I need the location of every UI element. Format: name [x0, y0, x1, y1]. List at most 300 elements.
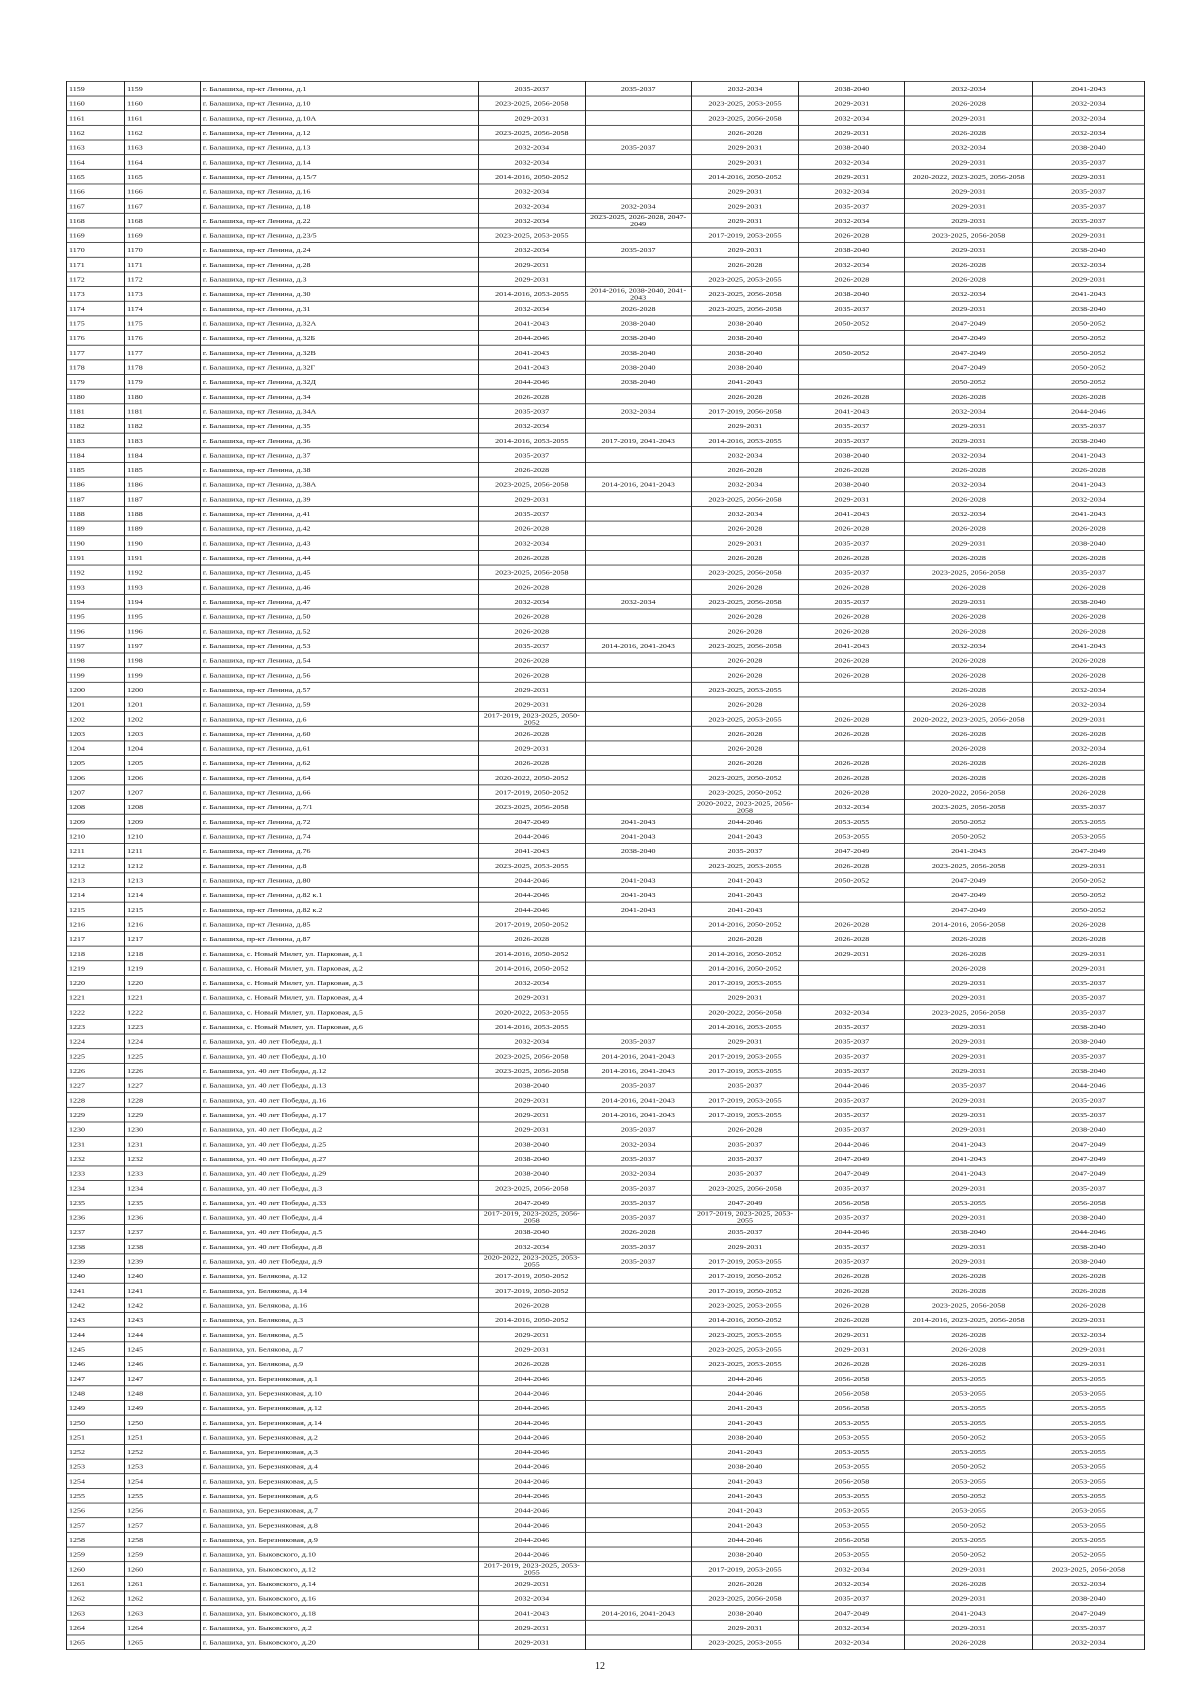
period-col-2-cell: [585, 96, 691, 111]
period-col-6-cell: 2026-2028: [1032, 580, 1144, 595]
period-col-4-cell: [799, 360, 905, 375]
period-col-1-cell: 2026-2028: [478, 462, 585, 477]
period-col-3-cell: 2017-2019, 2050-2052: [691, 1269, 799, 1284]
period-col-5-cell: 2032-2034: [905, 404, 1033, 419]
table-row: [67, 712, 1145, 727]
table-row: [67, 228, 1145, 243]
schedule-table: [66, 81, 1145, 1650]
period-col-6-cell: 2029-2031: [1032, 1356, 1144, 1371]
period-col-6-cell: 2035-2037: [1032, 418, 1144, 433]
period-col-3-cell: 2035-2037: [691, 1137, 799, 1152]
table-row: [67, 1107, 1145, 1122]
record-id-cell: 1168: [125, 213, 201, 228]
record-id-cell: 1253: [125, 1459, 201, 1474]
period-col-4-cell: 2035-2037: [799, 1093, 905, 1108]
period-col-3-cell: 2035-2037: [691, 1225, 799, 1240]
record-id-cell: 1229: [125, 1107, 201, 1122]
period-col-5-cell: 2026-2028: [905, 257, 1033, 272]
period-col-5-cell: 2053-2055: [905, 1503, 1033, 1518]
table-row: [67, 1239, 1145, 1254]
address-cell: г. Балашиха, с. Новый Милет, ул. Парковая, д.6: [200, 1019, 478, 1034]
record-id-cell: 1207: [125, 785, 201, 800]
period-col-5-cell: 2029-2031: [905, 199, 1033, 214]
period-col-2-cell: [585, 712, 691, 727]
period-col-4-cell: 2041-2043: [799, 404, 905, 419]
row-number-cell: 1166: [67, 184, 125, 199]
period-col-2-cell: 2032-2034: [585, 199, 691, 214]
record-id-cell: 1261: [125, 1576, 201, 1591]
table-row: [67, 301, 1145, 316]
table-row: [67, 887, 1145, 902]
record-id-cell: 1183: [125, 433, 201, 448]
period-col-2-cell: 2041-2043: [585, 902, 691, 917]
record-id-cell: 1237: [125, 1225, 201, 1240]
period-col-4-cell: 2035-2037: [799, 301, 905, 316]
period-col-3-cell: 2026-2028: [691, 609, 799, 624]
period-col-5-cell: 2050-2052: [905, 829, 1033, 844]
period-col-2-cell: [585, 1635, 691, 1650]
period-col-2-cell: 2014-2016, 2041-2043: [585, 1049, 691, 1064]
row-number-cell: 1231: [67, 1137, 125, 1152]
address-cell: г. Балашиха, ул. Быковского, д.2: [200, 1620, 478, 1635]
row-number-cell: 1186: [67, 477, 125, 492]
record-id-cell: 1189: [125, 521, 201, 536]
period-col-5-cell: 2026-2028: [905, 931, 1033, 946]
table-row: [67, 1195, 1145, 1210]
period-col-2-cell: [585, 1313, 691, 1328]
period-col-2-cell: [585, 800, 691, 815]
table-row: [67, 580, 1145, 595]
period-col-1-cell: 2038-2040: [478, 1137, 585, 1152]
record-id-cell: 1254: [125, 1474, 201, 1489]
row-number-cell: 1254: [67, 1474, 125, 1489]
period-col-4-cell: 2047-2049: [799, 1606, 905, 1621]
address-cell: г. Балашиха, пр-кт Ленина, д.82 к.2: [200, 902, 478, 917]
period-col-3-cell: 2023-2025, 2053-2055: [691, 1327, 799, 1342]
period-col-4-cell: 2026-2028: [799, 668, 905, 683]
table-row: [67, 140, 1145, 155]
period-col-3-cell: 2017-2019, 2053-2055: [691, 228, 799, 243]
address-cell: г. Балашиха, пр-кт Ленина, д.34: [200, 389, 478, 404]
period-col-4-cell: 2038-2040: [799, 477, 905, 492]
address-cell: г. Балашиха, пр-кт Ленина, д.43: [200, 536, 478, 551]
row-number-cell: 1246: [67, 1356, 125, 1371]
period-col-2-cell: [585, 1547, 691, 1562]
period-col-3-cell: 2023-2025, 2053-2055: [691, 96, 799, 111]
period-col-2-cell: 2038-2040: [585, 360, 691, 375]
period-col-3-cell: 2038-2040: [691, 1430, 799, 1445]
record-id-cell: 1171: [125, 257, 201, 272]
period-col-2-cell: [585, 1591, 691, 1606]
period-col-4-cell: 2044-2046: [799, 1225, 905, 1240]
period-col-1-cell: 2014-2016, 2050-2052: [478, 946, 585, 961]
period-col-4-cell: 2026-2028: [799, 756, 905, 771]
period-col-1-cell: 2035-2037: [478, 404, 585, 419]
row-number-cell: 1196: [67, 624, 125, 639]
address-cell: г. Балашиха, пр-кт Ленина, д.74: [200, 829, 478, 844]
period-col-1-cell: 2029-2031: [478, 1576, 585, 1591]
period-col-6-cell: 2053-2055: [1032, 1371, 1144, 1386]
period-col-5-cell: 2014-2016, 2023-2025, 2056-2058: [905, 1313, 1033, 1328]
record-id-cell: 1203: [125, 726, 201, 741]
period-col-2-cell: 2038-2040: [585, 316, 691, 331]
row-number-cell: 1201: [67, 697, 125, 712]
period-col-2-cell: [585, 1562, 691, 1577]
record-id-cell: 1251: [125, 1430, 201, 1445]
table-row: [67, 1005, 1145, 1020]
period-col-6-cell: 2032-2034: [1032, 111, 1144, 126]
period-col-2-cell: [585, 184, 691, 199]
period-col-5-cell: 2029-2031: [905, 1254, 1033, 1269]
record-id-cell: 1195: [125, 609, 201, 624]
period-col-6-cell: 2032-2034: [1032, 492, 1144, 507]
period-col-1-cell: 2038-2040: [478, 1151, 585, 1166]
record-id-cell: 1250: [125, 1415, 201, 1430]
table-row: [67, 155, 1145, 170]
record-id-cell: 1212: [125, 858, 201, 873]
period-col-6-cell: 2053-2055: [1032, 1532, 1144, 1547]
period-col-6-cell: 2029-2031: [1032, 961, 1144, 976]
period-col-5-cell: 2029-2031: [905, 184, 1033, 199]
period-col-6-cell: 2026-2028: [1032, 521, 1144, 536]
period-col-1-cell: 2017-2019, 2050-2052: [478, 917, 585, 932]
period-col-6-cell: 2038-2040: [1032, 1210, 1144, 1225]
period-col-1-cell: 2014-2016, 2050-2052: [478, 961, 585, 976]
period-col-6-cell: 2026-2028: [1032, 1283, 1144, 1298]
period-col-1-cell: 2032-2034: [478, 155, 585, 170]
period-col-5-cell: 2050-2052: [905, 1547, 1033, 1562]
address-cell: г. Балашиха, ул. Белякова, д.3: [200, 1313, 478, 1328]
period-col-2-cell: 2014-2016, 2041-2043: [585, 1063, 691, 1078]
period-col-4-cell: 2035-2037: [799, 1181, 905, 1196]
table-row: [67, 1313, 1145, 1328]
period-col-1-cell: 2026-2028: [478, 756, 585, 771]
row-number-cell: 1260: [67, 1562, 125, 1577]
period-col-4-cell: 2026-2028: [799, 272, 905, 287]
period-col-3-cell: 2032-2034: [691, 81, 799, 96]
period-col-1-cell: 2044-2046: [478, 1503, 585, 1518]
table-row: [67, 682, 1145, 697]
table-row: [67, 1019, 1145, 1034]
row-number-cell: 1219: [67, 961, 125, 976]
table-row: [67, 770, 1145, 785]
period-col-1-cell: 2029-2031: [478, 257, 585, 272]
record-id-cell: 1178: [125, 360, 201, 375]
period-col-2-cell: [585, 756, 691, 771]
row-number-cell: 1188: [67, 506, 125, 521]
period-col-4-cell: [799, 902, 905, 917]
period-col-5-cell: 2026-2028: [905, 1342, 1033, 1357]
period-col-4-cell: 2026-2028: [799, 1356, 905, 1371]
period-col-4-cell: [799, 990, 905, 1005]
table-row: [67, 1034, 1145, 1049]
record-id-cell: 1161: [125, 111, 201, 126]
record-id-cell: 1238: [125, 1239, 201, 1254]
period-col-5-cell: 2026-2028: [905, 682, 1033, 697]
row-number-cell: 1169: [67, 228, 125, 243]
record-id-cell: 1200: [125, 682, 201, 697]
table-row: [67, 1547, 1145, 1562]
table-row: [67, 946, 1145, 961]
row-number-cell: 1234: [67, 1181, 125, 1196]
address-cell: г. Балашиха, ул. Белякова, д.12: [200, 1269, 478, 1284]
period-col-1-cell: 2029-2031: [478, 492, 585, 507]
row-number-cell: 1177: [67, 345, 125, 360]
record-id-cell: 1230: [125, 1122, 201, 1137]
period-col-2-cell: 2032-2034: [585, 594, 691, 609]
table-row: [67, 990, 1145, 1005]
period-col-6-cell: 2029-2031: [1032, 858, 1144, 873]
period-col-2-cell: [585, 448, 691, 463]
period-col-2-cell: 2026-2028: [585, 301, 691, 316]
address-cell: г. Балашиха, ул. Березняковая, д.14: [200, 1415, 478, 1430]
period-col-2-cell: [585, 389, 691, 404]
period-col-2-cell: [585, 1371, 691, 1386]
period-col-2-cell: [585, 418, 691, 433]
period-col-5-cell: 2026-2028: [905, 697, 1033, 712]
period-col-1-cell: 2044-2046: [478, 1547, 585, 1562]
row-number-cell: 1215: [67, 902, 125, 917]
period-col-4-cell: 2053-2055: [799, 1459, 905, 1474]
period-col-3-cell: 2026-2028: [691, 931, 799, 946]
period-col-6-cell: 2026-2028: [1032, 462, 1144, 477]
period-col-3-cell: 2014-2016, 2050-2052: [691, 1313, 799, 1328]
period-col-1-cell: 2029-2031: [478, 111, 585, 126]
period-col-1-cell: 2026-2028: [478, 521, 585, 536]
row-number-cell: 1232: [67, 1151, 125, 1166]
table-row: [67, 653, 1145, 668]
period-col-3-cell: 2041-2043: [691, 902, 799, 917]
period-col-1-cell: 2026-2028: [478, 609, 585, 624]
period-col-5-cell: 2029-2031: [905, 111, 1033, 126]
period-col-4-cell: 2026-2028: [799, 726, 905, 741]
address-cell: г. Балашиха, ул. Белякова, д.5: [200, 1327, 478, 1342]
period-col-3-cell: 2041-2043: [691, 829, 799, 844]
record-id-cell: 1181: [125, 404, 201, 419]
row-number-cell: 1160: [67, 96, 125, 111]
record-id-cell: 1194: [125, 594, 201, 609]
record-id-cell: 1209: [125, 814, 201, 829]
table-row: [67, 1386, 1145, 1401]
period-col-3-cell: 2026-2028: [691, 125, 799, 140]
address-cell: г. Балашиха, пр-кт Ленина, д.32А: [200, 316, 478, 331]
table-row: [67, 594, 1145, 609]
table-row: [67, 785, 1145, 800]
table-row: [67, 814, 1145, 829]
record-id-cell: 1222: [125, 1005, 201, 1020]
period-col-5-cell: 2026-2028: [905, 550, 1033, 565]
period-col-2-cell: 2041-2043: [585, 829, 691, 844]
period-col-5-cell: 2020-2022, 2023-2025, 2056-2058: [905, 712, 1033, 727]
period-col-5-cell: 2023-2025, 2056-2058: [905, 1298, 1033, 1313]
period-col-6-cell: 2050-2052: [1032, 360, 1144, 375]
period-col-3-cell: 2029-2031: [691, 140, 799, 155]
period-col-5-cell: 2032-2034: [905, 638, 1033, 653]
period-col-1-cell: 2035-2037: [478, 638, 585, 653]
period-col-2-cell: [585, 1386, 691, 1401]
period-col-2-cell: 2038-2040: [585, 844, 691, 859]
record-id-cell: 1227: [125, 1078, 201, 1093]
period-col-2-cell: [585, 741, 691, 756]
address-cell: г. Балашиха, ул. 40 лет Победы, д.25: [200, 1137, 478, 1152]
record-id-cell: 1257: [125, 1518, 201, 1533]
record-id-cell: 1242: [125, 1298, 201, 1313]
row-number-cell: 1263: [67, 1606, 125, 1621]
period-col-6-cell: 2029-2031: [1032, 272, 1144, 287]
address-cell: г. Балашиха, ул. Березняковая, д.8: [200, 1518, 478, 1533]
record-id-cell: 1182: [125, 418, 201, 433]
address-cell: г. Балашиха, ул. Березняковая, д.12: [200, 1400, 478, 1415]
address-cell: г. Балашиха, пр-кт Ленина, д.30: [200, 287, 478, 302]
table-row: [67, 609, 1145, 624]
period-col-5-cell: 2029-2031: [905, 990, 1033, 1005]
record-id-cell: 1262: [125, 1591, 201, 1606]
period-col-3-cell: 2017-2019, 2053-2055: [691, 1063, 799, 1078]
period-col-3-cell: 2017-2019, 2053-2055: [691, 975, 799, 990]
period-col-3-cell: 2035-2037: [691, 844, 799, 859]
period-col-6-cell: 2050-2052: [1032, 375, 1144, 390]
period-col-2-cell: 2014-2016, 2041-2043: [585, 638, 691, 653]
table-row: [67, 477, 1145, 492]
period-col-1-cell: 2032-2034: [478, 199, 585, 214]
address-cell: г. Балашиха, ул. 40 лет Победы, д.29: [200, 1166, 478, 1181]
period-col-4-cell: 2053-2055: [799, 814, 905, 829]
row-number-cell: 1184: [67, 448, 125, 463]
period-col-6-cell: 2035-2037: [1032, 199, 1144, 214]
row-number-cell: 1206: [67, 770, 125, 785]
row-number-cell: 1174: [67, 301, 125, 316]
table-row: [67, 1078, 1145, 1093]
record-id-cell: 1188: [125, 506, 201, 521]
record-id-cell: 1214: [125, 887, 201, 902]
period-col-5-cell: 2050-2052: [905, 1459, 1033, 1474]
row-number-cell: 1250: [67, 1415, 125, 1430]
table-row: [67, 1181, 1145, 1196]
period-col-3-cell: 2014-2016, 2050-2052: [691, 946, 799, 961]
record-id-cell: 1247: [125, 1371, 201, 1386]
address-cell: г. Балашиха, пр-кт Ленина, д.8: [200, 858, 478, 873]
table-row: [67, 404, 1145, 419]
period-col-5-cell: 2053-2055: [905, 1195, 1033, 1210]
period-col-1-cell: 2047-2049: [478, 814, 585, 829]
schedule-table-container: [66, 81, 1145, 1650]
period-col-6-cell: 2035-2037: [1032, 155, 1144, 170]
period-col-6-cell: 2026-2028: [1032, 624, 1144, 639]
address-cell: г. Балашиха, ул. Быковского, д.20: [200, 1635, 478, 1650]
period-col-3-cell: 2026-2028: [691, 697, 799, 712]
address-cell: г. Балашиха, с. Новый Милет, ул. Парковая, д.3: [200, 975, 478, 990]
period-col-3-cell: 2026-2028: [691, 521, 799, 536]
period-col-6-cell: 2026-2028: [1032, 389, 1144, 404]
period-col-5-cell: 2023-2025, 2056-2058: [905, 1005, 1033, 1020]
table-row: [67, 1444, 1145, 1459]
period-col-2-cell: 2041-2043: [585, 873, 691, 888]
period-col-2-cell: 2035-2037: [585, 1210, 691, 1225]
period-col-5-cell: 2029-2031: [905, 1063, 1033, 1078]
period-col-3-cell: 2023-2025, 2056-2058: [691, 565, 799, 580]
period-col-5-cell: 2026-2028: [905, 961, 1033, 976]
period-col-3-cell: 2017-2019, 2056-2058: [691, 404, 799, 419]
period-col-4-cell: 2026-2028: [799, 609, 905, 624]
period-col-2-cell: [585, 169, 691, 184]
period-col-4-cell: 2056-2058: [799, 1532, 905, 1547]
period-col-5-cell: 2050-2052: [905, 1430, 1033, 1445]
record-id-cell: 1223: [125, 1019, 201, 1034]
table-row: [67, 638, 1145, 653]
period-col-6-cell: 2044-2046: [1032, 404, 1144, 419]
period-col-4-cell: 2044-2046: [799, 1078, 905, 1093]
address-cell: г. Балашиха, пр-кт Ленина, д.59: [200, 697, 478, 712]
table-row: [67, 1269, 1145, 1284]
record-id-cell: 1164: [125, 155, 201, 170]
period-col-3-cell: 2023-2025, 2053-2055: [691, 682, 799, 697]
address-cell: г. Балашиха, пр-кт Ленина, д.57: [200, 682, 478, 697]
period-col-1-cell: 2017-2019, 2050-2052: [478, 785, 585, 800]
period-col-2-cell: 2035-2037: [585, 1151, 691, 1166]
period-col-6-cell: 2053-2055: [1032, 1488, 1144, 1503]
period-col-3-cell: 2041-2043: [691, 1488, 799, 1503]
period-col-4-cell: 2032-2034: [799, 257, 905, 272]
table-row: [67, 96, 1145, 111]
address-cell: г. Балашиха, пр-кт Ленина, д.37: [200, 448, 478, 463]
period-col-5-cell: 2047-2049: [905, 331, 1033, 346]
period-col-4-cell: [799, 975, 905, 990]
period-col-4-cell: 2029-2031: [799, 169, 905, 184]
period-col-4-cell: 2032-2034: [799, 800, 905, 815]
period-col-1-cell: 2029-2031: [478, 1107, 585, 1122]
period-col-6-cell: 2050-2052: [1032, 331, 1144, 346]
address-cell: г. Балашиха, пр-кт Ленина, д.35: [200, 418, 478, 433]
record-id-cell: 1249: [125, 1400, 201, 1415]
period-col-3-cell: 2026-2028: [691, 756, 799, 771]
period-col-1-cell: 2026-2028: [478, 726, 585, 741]
period-col-6-cell: 2038-2040: [1032, 536, 1144, 551]
period-col-3-cell: 2041-2043: [691, 1518, 799, 1533]
period-col-3-cell: 2017-2019, 2053-2055: [691, 1107, 799, 1122]
period-col-5-cell: 2029-2031: [905, 301, 1033, 316]
period-col-2-cell: [585, 1400, 691, 1415]
period-col-3-cell: 2044-2046: [691, 1532, 799, 1547]
row-number-cell: 1225: [67, 1049, 125, 1064]
row-number-cell: 1192: [67, 565, 125, 580]
period-col-1-cell: 2044-2046: [478, 1459, 585, 1474]
record-id-cell: 1163: [125, 140, 201, 155]
row-number-cell: 1180: [67, 389, 125, 404]
period-col-5-cell: 2026-2028: [905, 1283, 1033, 1298]
period-col-6-cell: 2029-2031: [1032, 1342, 1144, 1357]
period-col-2-cell: 2017-2019, 2041-2043: [585, 433, 691, 448]
period-col-3-cell: 2035-2037: [691, 1166, 799, 1181]
period-col-3-cell: 2023-2025, 2053-2055: [691, 1298, 799, 1313]
period-col-5-cell: 2026-2028: [905, 653, 1033, 668]
table-row: [67, 1093, 1145, 1108]
row-number-cell: 1223: [67, 1019, 125, 1034]
period-col-1-cell: 2026-2028: [478, 653, 585, 668]
table-row: [67, 1430, 1145, 1445]
table-row: [67, 550, 1145, 565]
period-col-1-cell: 2026-2028: [478, 1356, 585, 1371]
row-number-cell: 1162: [67, 125, 125, 140]
address-cell: г. Балашиха, пр-кт Ленина, д.53: [200, 638, 478, 653]
period-col-6-cell: 2041-2043: [1032, 638, 1144, 653]
period-col-2-cell: 2032-2034: [585, 1166, 691, 1181]
period-col-6-cell: 2026-2028: [1032, 726, 1144, 741]
address-cell: г. Балашиха, ул. Березняковая, д.1: [200, 1371, 478, 1386]
row-number-cell: 1165: [67, 169, 125, 184]
address-cell: г. Балашиха, ул. Быковского, д.16: [200, 1591, 478, 1606]
address-cell: г. Балашиха, ул. 40 лет Победы, д.12: [200, 1063, 478, 1078]
address-cell: г. Балашиха, ул. Березняковая, д.5: [200, 1474, 478, 1489]
